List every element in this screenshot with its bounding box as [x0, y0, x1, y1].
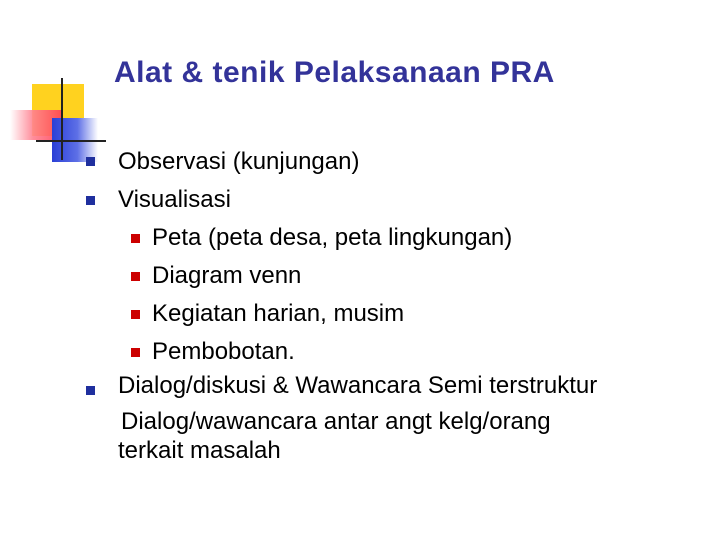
- sub-bullet-icon: [131, 348, 140, 357]
- sub-bullet-icon: [131, 272, 140, 281]
- horizontal-rule: [36, 140, 106, 142]
- bullet-icon: [86, 196, 95, 205]
- bullet-item-observasi: Observasi (kunjungan): [118, 148, 360, 175]
- continuation-line-1: Dialog/wawancara antar angt kelg/orang: [121, 408, 551, 435]
- sub-bullet-icon: [131, 310, 140, 319]
- sub-item-pembobotan: Pembobotan.: [152, 338, 295, 365]
- vertical-rule: [61, 78, 63, 160]
- sub-item-diagram-venn: Diagram venn: [152, 262, 302, 289]
- bullet-icon: [86, 386, 95, 395]
- continuation-line-2: terkait masalah: [118, 437, 281, 464]
- bullet-item-dialog: Dialog/diskusi & Wawancara Semi terstruktur: [118, 372, 598, 399]
- bullet-icon: [86, 157, 95, 166]
- slide-title: Alat & tenik Pelaksanaan PRA: [114, 56, 555, 89]
- sub-bullet-icon: [131, 234, 140, 243]
- sub-item-peta: Peta (peta desa, peta lingkungan): [152, 224, 513, 251]
- sub-item-kegiatan: Kegiatan harian, musim: [152, 300, 405, 327]
- decorative-logo: [0, 0, 110, 170]
- bullet-item-visualisasi: Visualisasi: [118, 186, 231, 213]
